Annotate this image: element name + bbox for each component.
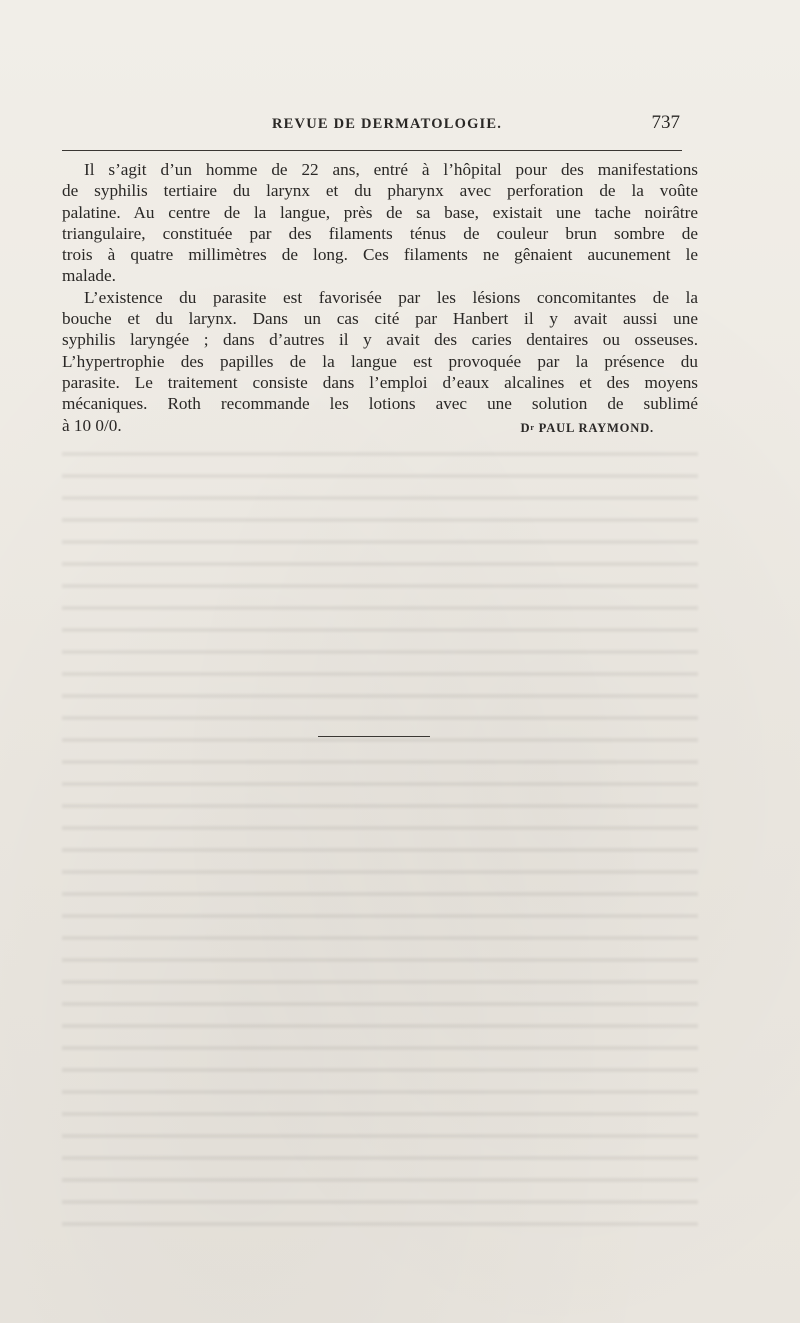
paragraph-1	[62, 159, 698, 287]
text-line: mécaniques. Roth recommande les lotions avec une solution de sublimé	[62, 394, 698, 414]
text-line: parasite. Le traitement consiste dans l’emploi d’eaux alcalines et des moyens	[62, 372, 698, 392]
text-line: de syphilis tertiaire du larynx et du pharynx avec perforation de la voûte	[62, 181, 698, 201]
page-header	[62, 112, 680, 142]
closing-line	[62, 415, 698, 439]
text-line: malade.	[62, 266, 116, 286]
text-line: L’hypertrophie des papilles de la langue est provoquée par la présence du	[62, 351, 698, 371]
text-line: triangulaire, constituée par des filaments ténus de couleur brun sombre de	[62, 223, 698, 243]
section-end-rule	[318, 736, 430, 737]
show-through-texture	[62, 440, 698, 1240]
signature-title-sup: r	[530, 422, 535, 432]
author-signature	[520, 415, 698, 439]
article-body	[62, 159, 698, 439]
text-line: syphilis laryngée ; dans d’autres il y avait des caries dentaires ou osseuses.	[62, 330, 698, 350]
text-line: L’existence du parasite est favorisée par les lésions concomitantes de la	[84, 287, 698, 307]
signature-title: D	[520, 420, 531, 435]
running-title: REVUE DE DERMATOLOGIE.	[272, 116, 503, 132]
text-line: Il s’agit d’un homme de 22 ans, entré à l’hôpital pour des manifestations	[84, 160, 698, 179]
header-rule	[62, 150, 682, 151]
text-line: trois à quatre millimètres de long. Ces filaments ne gênaient aucunement le	[62, 245, 698, 265]
text-line: bouche et du larynx. Dans un cas cité par Hanbert il y avait aussi une	[62, 309, 698, 329]
closing-text: à 10 0/0.	[62, 415, 122, 435]
page-number: 737	[651, 112, 680, 133]
signature-name: PAUL RAYMOND.	[534, 420, 654, 435]
text-line: palatine. Au centre de la langue, près de sa base, existait une tache noirâtre	[62, 202, 698, 222]
paragraph-2	[62, 287, 698, 415]
